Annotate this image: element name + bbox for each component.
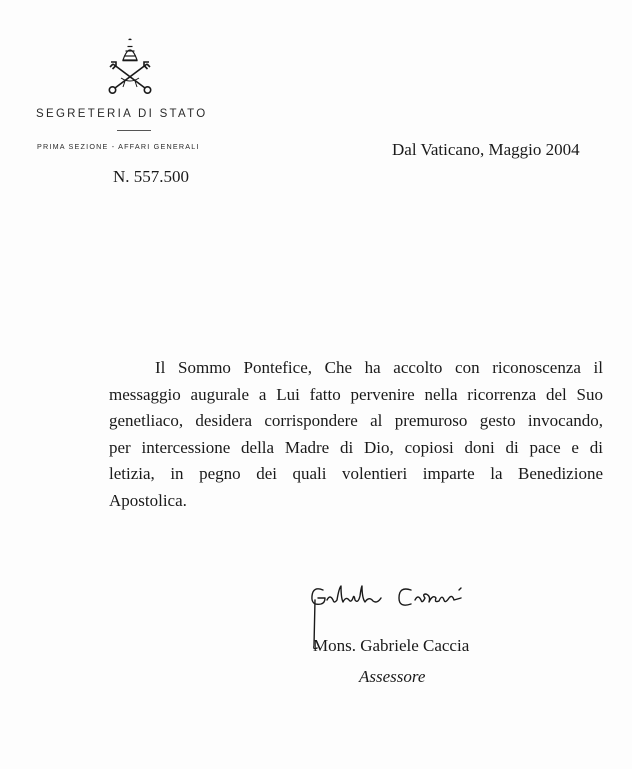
signer-title: Assessore [359, 667, 426, 686]
body-line: per intercessione della Madre di Dio, copiosi doni di pace e di [109, 437, 603, 457]
dateline: Dal Vaticano, Maggio 2004 [392, 140, 580, 159]
body-line: Apostolica. [109, 490, 187, 510]
body-line: letizia, in pegno dei quali volentieri imparte la Benedizione [109, 464, 603, 483]
papal-coat-of-arms-icon [103, 38, 157, 94]
letter-body [109, 355, 603, 514]
protocol-number: N. 557.500 [113, 167, 190, 186]
signer-name: Mons. Gabriele Caccia [313, 636, 470, 655]
letterhead-divider [117, 130, 151, 131]
section-name: PRIMA SEZIONE - AFFARI GENERALI [37, 142, 200, 151]
body-line: Il Sommo Pontefice, Che ha accolto con riconoscenza il [155, 358, 603, 377]
body-line: genetliaco, desidera corrispondere al premuroso gesto invocando, [109, 411, 603, 430]
department-name: SEGRETERIA DI STATO [36, 108, 208, 120]
body-line: messaggio augurale a Lui fatto pervenire nella ricorrenza del Suo [109, 384, 603, 404]
